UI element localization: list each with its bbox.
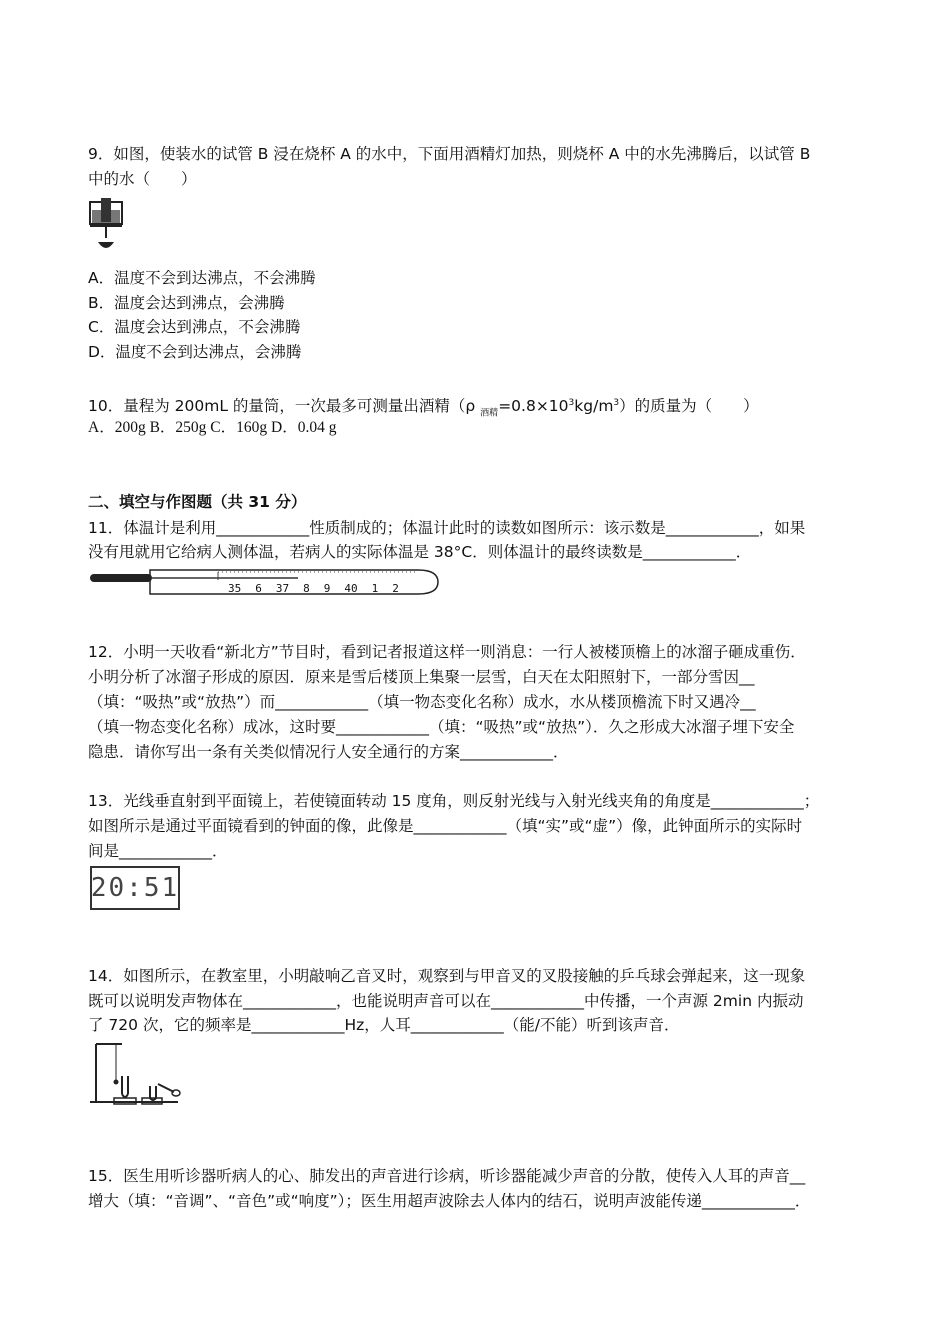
q10-options: A．200g B．250g C．160g D．0.04 g: [88, 419, 337, 436]
tuning-fork-figure: [88, 1040, 184, 1110]
q10-sup1: 3: [568, 398, 575, 408]
q9-option-b: B．温度会达到沸点，会沸腾: [88, 294, 285, 312]
q10-stem-mid: =0.8×10: [498, 397, 569, 416]
q14-line2: 既可以说明发声物体在____________，也能说明声音可以在____________中传播，一个声源 2min 内振动: [88, 992, 804, 1010]
thermometer-figure: [88, 566, 444, 598]
thermo-label: 6: [255, 582, 262, 595]
q12-line2: 小明分析了冰溜子形成的原因．原来是雪后楼顶上集聚一层雪，白天在太阳照射下，一部分雪因__: [88, 668, 755, 686]
thermo-label: 1: [371, 582, 379, 595]
q9-option-d: D．温度不会到达沸点，会沸腾: [88, 343, 302, 361]
q11-line1: 11．体温计是利用____________性质制成的；体温计此时的读数如图所示：该示数是____________，如果: [88, 519, 806, 537]
thermo-label: 8: [303, 582, 310, 595]
q14-line3: 了 720 次，它的频率是____________Hz，人耳____________（能/不能）听到该声音．: [88, 1016, 680, 1034]
q10-sup2: 3: [613, 398, 620, 408]
q10-stem-post: ）的质量为（ ）: [619, 397, 759, 416]
q11-line2: 没有甩就用它给病人测体温，若病人的实际体温是 38°C．则体温计的最终读数是____________．: [88, 543, 752, 561]
q10-stem-mid2: kg/m: [574, 397, 614, 416]
q12-line3: （填：“吸热”或“放热”）而____________（填一物态变化名称）成水，水从楼顶檐流下时又遇冷__: [88, 693, 756, 711]
thermo-label: 9: [323, 582, 331, 595]
thermo-label: 37: [275, 582, 290, 595]
q9-stem-line2: 中的水（ ）: [88, 170, 197, 188]
q12-line4: （填一物态变化名称）成冰，这时要____________（填：“吸热”或“放热”）．久之形成大冰溜子埋下安全: [88, 718, 795, 736]
thermo-label: 35: [228, 582, 242, 595]
q9-option-a: A．温度不会到达沸点，不会沸腾: [88, 269, 316, 287]
q15-line1: 15．医生用听诊器听病人的心、肺发出的声音进行诊病，听诊器能减少声音的分散，使传入人耳的声音__: [88, 1167, 806, 1185]
q14-line1: 14．如图所示，在教室里，小明敲响乙音叉时，观察到与甲音叉的叉股接触的乒乓球会弹起来，这一现象: [88, 967, 806, 985]
thermo-label: 40: [344, 582, 358, 595]
q9-option-c: C．温度会达到沸点，不会沸腾: [88, 318, 301, 336]
clock-digits: 20:51: [90, 873, 180, 903]
thermo-label: 2: [392, 582, 399, 595]
q15-line2: 增大（填：“音调”、“音色”或“响度”）；医生用超声波除去人体内的结石，说明声波能传递____________．: [88, 1192, 811, 1210]
beaker-heating-figure: [88, 196, 124, 256]
q10-subscript: 酒精: [480, 408, 499, 419]
q13-line3: 间是____________．: [88, 842, 228, 860]
q9-stem-line1: 9．如图，使装水的试管 B 浸在烧杯 A 的水中，下面用酒精灯加热，则烧杯 A 中的水先沸腾后，以试管 B: [88, 145, 811, 163]
q13-line1: 13．光线垂直射到平面镜上，若使镜面转动 15 度角，则反射光线与入射光线夹角的角度是____________；: [88, 792, 820, 810]
mirror-clock-figure: [90, 866, 180, 910]
q10-stem-pre: 10．量程为 200mL 的量筒，一次最多可测量出酒精（ρ: [88, 397, 481, 416]
q13-line2: 如图所示是通过平面镜看到的钟面的像，此像是____________（填“实”或“虚”）像，此钟面所示的实际时: [88, 817, 803, 835]
section-title: 二、填空与作图题（共 31 分）: [88, 493, 307, 511]
q12-line1: 12．小明一天收看“新北方”节目时，看到记者报道这样一则消息：一行人被楼顶檐上的冰溜子砸成重伤．: [88, 643, 806, 661]
q12-line5: 隐患．请你写出一条有关类似情况行人安全通行的方案____________．: [88, 743, 569, 761]
